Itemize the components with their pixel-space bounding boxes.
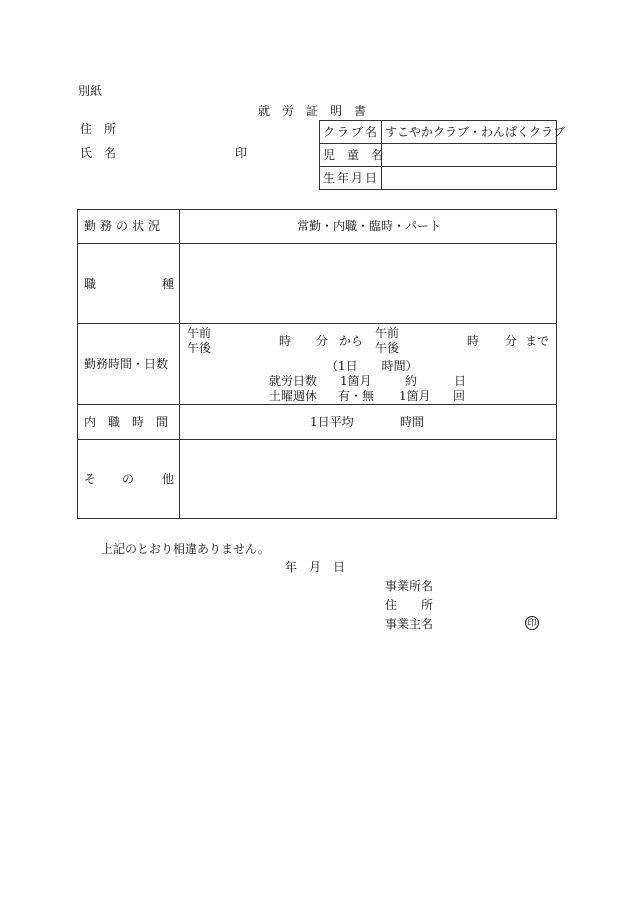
employment-table-row-line bbox=[77, 439, 557, 440]
employment-table-divider bbox=[179, 209, 180, 519]
employment-table-row-line bbox=[77, 243, 557, 244]
saturday-off-label: 土曜週休 bbox=[269, 389, 318, 403]
working-days-approx: 約 bbox=[405, 374, 418, 388]
club-name-value: すこやかクラブ・わんぱくクラブ bbox=[385, 125, 566, 139]
homework-hours-unit: 時間 bbox=[400, 415, 425, 429]
club-name-label: クラブ名 bbox=[323, 125, 380, 139]
start-minute-unit: 分 bbox=[316, 334, 329, 348]
end-hour-unit: 時 bbox=[467, 334, 480, 348]
applicant-seal-mark: 印 bbox=[235, 146, 248, 160]
office-address-label: 住 所 bbox=[385, 598, 434, 612]
from-label: から bbox=[339, 334, 364, 348]
other-label-3: 他 bbox=[162, 472, 175, 486]
end-am: 午前 bbox=[375, 326, 400, 340]
attachment-label: 別紙 bbox=[78, 84, 103, 98]
saturday-off-unit: 回 bbox=[453, 389, 466, 403]
document-title: 就 労 証 明 書 bbox=[258, 104, 367, 118]
employment-table-row-line bbox=[77, 323, 557, 324]
start-hour-unit: 時 bbox=[279, 334, 292, 348]
birth-date-label: 生年月日 bbox=[323, 171, 380, 185]
until-label: まで bbox=[525, 334, 550, 348]
child-name-label: 児 童 名 bbox=[323, 148, 384, 162]
end-minute-unit: 分 bbox=[505, 334, 518, 348]
end-pm: 午後 bbox=[375, 341, 400, 355]
employer-name-label: 事業主名 bbox=[385, 617, 434, 631]
employment-table-row-line bbox=[77, 404, 557, 405]
daily-hours: （1日 時間） bbox=[326, 359, 418, 373]
job-type-label-1: 職 bbox=[84, 277, 97, 291]
other-label-2: の bbox=[122, 472, 135, 486]
working-days-label: 就労日数 bbox=[269, 374, 318, 388]
working-days-unit: 日 bbox=[454, 374, 467, 388]
other-label-1: そ bbox=[84, 472, 97, 486]
certification-statement: 上記のとおり相違ありません。 bbox=[101, 542, 270, 556]
work-status-options: 常勤・内職・臨時・パート bbox=[297, 219, 442, 233]
homework-daily-average: 1日平均 bbox=[310, 415, 354, 429]
working-hours-label: 勤務時間・日数 bbox=[84, 357, 169, 371]
saturday-off-month: 1箇月 bbox=[399, 389, 431, 403]
club-table-row-line bbox=[319, 166, 557, 167]
club-table-row-line bbox=[319, 143, 557, 144]
working-days-month: 1箇月 bbox=[340, 374, 372, 388]
office-name-label: 事業所名 bbox=[385, 579, 434, 593]
job-type-label-2: 種 bbox=[162, 277, 175, 291]
saturday-off-options: 有・無 bbox=[338, 389, 375, 403]
employer-seal-mark: 印 bbox=[525, 616, 539, 630]
applicant-address-label: 住 所 bbox=[80, 122, 117, 136]
applicant-name-label: 氏 名 bbox=[80, 146, 117, 160]
certification-date: 年 月 日 bbox=[285, 560, 346, 574]
work-status-label: 勤務の状況 bbox=[84, 219, 165, 233]
homework-hours-label: 内 職 時 間 bbox=[84, 415, 169, 429]
start-am: 午前 bbox=[187, 326, 212, 340]
start-pm: 午後 bbox=[187, 341, 212, 355]
